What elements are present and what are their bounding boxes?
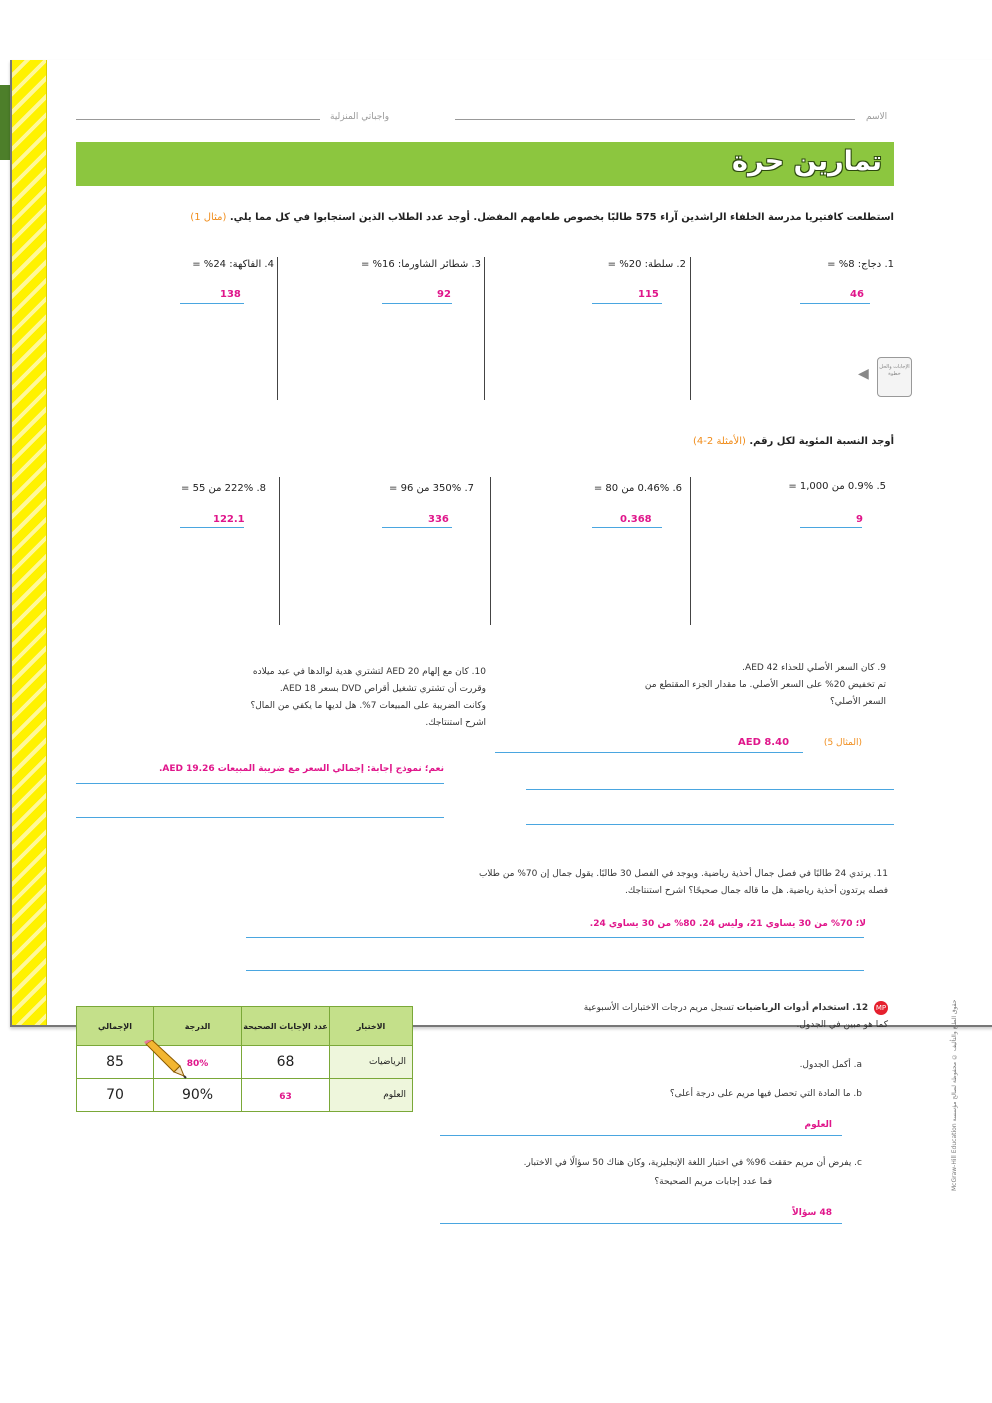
name-line bbox=[455, 119, 855, 120]
problem-1-answer-line bbox=[800, 303, 870, 304]
problem-9-reference bbox=[824, 738, 862, 748]
problem-12-part-b: b. ما المادة التي تحصل فيها مريم على درجة أعلى؟ bbox=[669, 1089, 862, 1099]
problem-12-line1: تسجل مريم درجات الاختبارات الأسبوعية bbox=[583, 1003, 734, 1013]
problem-1-answer: 46 bbox=[850, 289, 864, 300]
worked-example-icon-text: الإجابات والحل خطوة bbox=[879, 364, 910, 377]
problem-11 bbox=[188, 866, 888, 900]
problem-8-answer: 122.1 bbox=[213, 514, 245, 525]
divider-5 bbox=[490, 477, 491, 625]
problem-4: 4. الفاكهة: 24% = bbox=[192, 259, 274, 270]
problem-11-answer: لا؛ 70% من 30 يساوي 21، وليس 24. 80% من 30 يساوي 24. bbox=[589, 919, 866, 929]
problem-2: 2. سلطة: 20% = bbox=[607, 259, 686, 270]
problem-12-lead: 12. استخدام أدوات الرياضيات bbox=[736, 1003, 869, 1013]
problem-10-line4: اشرح استنتاجك. bbox=[425, 718, 486, 728]
section1-instruction-text: استطلعت كافتيريا مدرسة الخلفاء الراشدين آراء 575 طالبًا بخصوص طعامهم المفضل. أوجد عدد الطلاب الذين استجابوا في كل مما يلي. bbox=[229, 212, 894, 223]
problem-2-answer: 115 bbox=[638, 289, 659, 300]
mathematical-practice-icon: MP bbox=[874, 1001, 888, 1015]
section2-instruction-text: أوجد النسبة المئوية لكل رقم. bbox=[749, 436, 894, 447]
problem-9-line1: 9. كان السعر الأصلي للحذاء AED 42. bbox=[742, 663, 886, 673]
problem-11-line1: 11. يرتدي 24 طالبًا في فصل جمال أحذية رياضية. ويوجد في الفصل 30 طالبًا. يقول جمال إن 70% من طلاب bbox=[478, 869, 888, 879]
problem-1: 1. دجاج: 8% = bbox=[827, 259, 894, 270]
problem-10-line-2 bbox=[76, 817, 444, 818]
problem-11-answer-line bbox=[246, 937, 864, 938]
copyright-note: حقوق الطبع والتأليف © محفوظة لصالح مؤسسة McGraw-Hill Education bbox=[951, 1000, 958, 1192]
problem-9-answer: AED 8.40 bbox=[738, 737, 790, 748]
problem-5-answer: 9 bbox=[856, 514, 863, 525]
section1-reference: (مثال 1) bbox=[190, 212, 227, 223]
problem-3-answer-line bbox=[382, 303, 452, 304]
homework-label: واجباتي المنزلية bbox=[330, 112, 390, 122]
grades-table bbox=[76, 1006, 413, 1112]
problem-12-answer-c: 48 سؤالاً bbox=[792, 1208, 832, 1218]
divider-6 bbox=[279, 477, 280, 625]
problem-12-line2: كما هو مبين في الجدول. bbox=[796, 1020, 888, 1030]
table-header-total: الإجمالي bbox=[77, 1007, 154, 1046]
table-cell-grade: 90% bbox=[154, 1079, 242, 1112]
table-header-row bbox=[77, 1007, 413, 1046]
divider-1 bbox=[690, 257, 691, 400]
problem-12-answer-b: العلوم bbox=[804, 1120, 832, 1130]
problem-8-answer-line bbox=[180, 527, 244, 528]
problem-4-answer-line bbox=[180, 303, 244, 304]
problem-12-part-a: a. أكمل الجدول. bbox=[799, 1060, 862, 1070]
table-cell-correct bbox=[242, 1079, 330, 1112]
divider-2 bbox=[484, 257, 485, 400]
problem-10-line3: وكانت الضريبة على المبيعات 7%. هل لديها ما يكفي من المال؟ bbox=[250, 701, 486, 711]
problem-11-line2: فصله يرتدون أحذية رياضية. هل ما قاله جمال صحيحًا؟ اشرح استنتاجك. bbox=[625, 886, 888, 896]
problem-5-answer-line bbox=[800, 527, 862, 528]
problem-9 bbox=[506, 660, 886, 711]
problem-6: 6. 0.46% من 80 = bbox=[593, 483, 682, 494]
problem-12-answer-c-line bbox=[440, 1223, 842, 1224]
problem-3-answer: 92 bbox=[437, 289, 451, 300]
problem-10-line1: 10. كان مع إلهام AED 20 لتشتري هدية لوالدها في عيد ميلاده bbox=[252, 667, 486, 677]
problem-9-line3: السعر الأصلي؟ bbox=[830, 697, 886, 707]
table-cell-total: 85 bbox=[77, 1046, 154, 1079]
section2-reference: (الأمثلة 2-4) bbox=[693, 436, 746, 447]
homework-line bbox=[76, 119, 320, 120]
problem-12-answer-b-line bbox=[440, 1135, 842, 1136]
problem-12-intro bbox=[428, 1000, 888, 1017]
problem-7: 7. 350% من 96 = bbox=[389, 483, 474, 494]
table-cell-correct: 68 bbox=[242, 1046, 330, 1079]
problem-10-answer-line bbox=[76, 783, 444, 784]
problem-9-line-2 bbox=[526, 789, 894, 790]
problem-8: 8. 222% من 55 = bbox=[181, 483, 266, 494]
problem-4-answer: 138 bbox=[220, 289, 241, 300]
problem-6-answer: 0.368 bbox=[620, 514, 652, 525]
page-title: تمارين حرة bbox=[732, 146, 882, 177]
divider-3 bbox=[277, 257, 278, 400]
table-cell-subject: العلوم bbox=[330, 1079, 413, 1112]
table-row bbox=[77, 1046, 413, 1079]
problem-9-line-3 bbox=[526, 824, 894, 825]
problem-11-line-2 bbox=[246, 970, 864, 971]
section2-instruction bbox=[693, 436, 894, 447]
problem-10-line2: وقررت أن تشتري تشغيل أقراص DVD بسعر AED 18. bbox=[279, 684, 486, 694]
problem-9-line2: تم تخفيض 20% على السعر الأصلي. ما مقدار الجزء المقتطع من bbox=[644, 680, 886, 690]
problem-2-answer-line bbox=[592, 303, 662, 304]
table-header-test: الاختبار bbox=[330, 1007, 413, 1046]
problem-9-answer-line bbox=[495, 752, 803, 753]
problem-5: 5. 0.9% من 1,000 = bbox=[788, 481, 886, 492]
table-cell-total: 70 bbox=[77, 1079, 154, 1112]
divider-4 bbox=[690, 477, 691, 625]
problem-10-answer: نعم؛ نموذج إجابة: إجمالي السعر مع ضريبة المبيعات AED 19.26. bbox=[159, 764, 444, 774]
table-row bbox=[77, 1079, 413, 1112]
yellow-margin-stripe bbox=[12, 60, 47, 1025]
section1-instruction bbox=[190, 212, 894, 223]
problem-7-answer: 336 bbox=[428, 514, 449, 525]
problem-12-part-c-line1: c. يفرض أن مريم حققت 96% في اختبار اللغة الإنجليزية، وكان هناك 50 سؤالًا في الاختبار. bbox=[523, 1158, 862, 1168]
table-header-correct: عدد الإجابات الصحيحة bbox=[242, 1007, 330, 1046]
problem-9-reference-text: (المثال 5) bbox=[823, 738, 862, 748]
problem-10 bbox=[76, 664, 486, 732]
table-cell-grade-answer: 80% bbox=[186, 1059, 209, 1069]
pencil-icon bbox=[140, 1040, 188, 1080]
problem-6-answer-line bbox=[592, 527, 662, 528]
arrow-left-icon: ◀ bbox=[858, 366, 869, 382]
table-cell-subject: الرياضيات bbox=[330, 1046, 413, 1079]
title-band bbox=[76, 142, 894, 186]
table-header-grade: الدرجة bbox=[154, 1007, 242, 1046]
worked-example-icon bbox=[877, 357, 912, 397]
name-label: الاسم bbox=[866, 112, 888, 122]
table-cell-correct-answer: 63 bbox=[279, 1092, 292, 1102]
problem-12-part-c-line2: فما عدد إجابات مريم الصحيحة؟ bbox=[654, 1177, 772, 1187]
problem-12 bbox=[428, 1000, 888, 1034]
problem-7-answer-line bbox=[382, 527, 452, 528]
problem-3: 3. شطائر الشاورما: 16% = bbox=[360, 259, 481, 270]
